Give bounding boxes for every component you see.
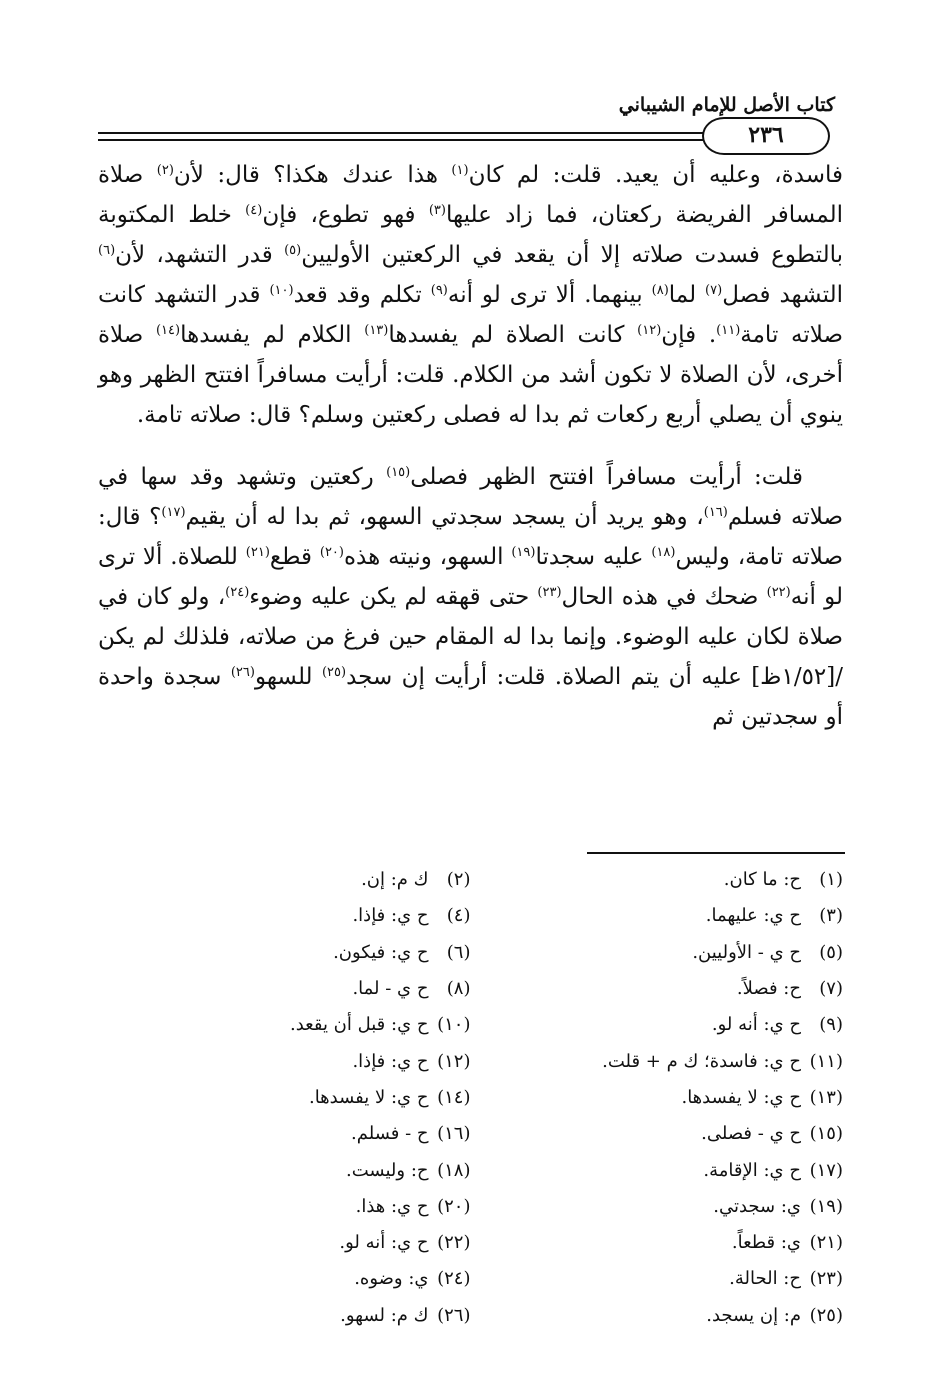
footnote-marker: (١٢) bbox=[637, 323, 662, 338]
footnote-number: (٤) bbox=[446, 905, 471, 927]
footnote-text: ح ي: عليهما. bbox=[705, 905, 801, 927]
footnote-row bbox=[98, 1261, 843, 1297]
footnote-number: (٨) bbox=[446, 978, 471, 1000]
footnote bbox=[98, 898, 471, 934]
footnote-text: ح ي: أنه لو. bbox=[711, 1014, 801, 1036]
footnote-row bbox=[98, 1080, 843, 1116]
text-segment: قطع bbox=[269, 544, 320, 570]
footnote-marker: (٥) bbox=[284, 243, 302, 258]
footnote-marker: (١٣) bbox=[364, 323, 389, 338]
footnote-text: م: إن يسجد. bbox=[706, 1304, 801, 1326]
footnote-marker: (٢١) bbox=[245, 545, 270, 560]
text-segment: صلاة المسافر الفريضة ركعتان، فما زاد عليها bbox=[98, 162, 843, 228]
footnote-text: ح ي - فصلى. bbox=[701, 1123, 801, 1145]
footnote bbox=[471, 935, 844, 971]
footnote-row bbox=[98, 862, 843, 898]
text-segment: الكلام لم يفسدها bbox=[180, 322, 365, 348]
footnote bbox=[98, 1007, 471, 1043]
footnote-marker: (٦) bbox=[98, 243, 116, 258]
footnote-text: ح ي - لما. bbox=[352, 978, 429, 1000]
footnote-number: (١١) bbox=[809, 1050, 843, 1072]
footnote-number: (١٤) bbox=[437, 1086, 471, 1108]
footnote bbox=[471, 971, 844, 1007]
footnote-text: ح ي: الإقامة. bbox=[703, 1159, 801, 1181]
text-segment: ، وهو يريد أن يسجد سجدتي السهو، ثم بدا له أن يقيم bbox=[185, 504, 704, 530]
text-segment: ركعتين وتشهد وقد سها في صلاته فسلم bbox=[98, 464, 843, 530]
footnote bbox=[471, 1080, 844, 1116]
text-segment: ضحك في هذه الحال bbox=[561, 584, 767, 610]
text-segment: ؟ قال: صلاته تامة، وليس bbox=[98, 504, 843, 570]
text-segment: . فإن bbox=[661, 322, 717, 348]
footnotes bbox=[98, 862, 843, 1334]
paragraph bbox=[98, 457, 843, 737]
footnote bbox=[471, 1153, 844, 1189]
footnote bbox=[471, 1298, 844, 1334]
text-segment: سجدة واحدة أو سجدتين ثم bbox=[98, 664, 843, 730]
text-segment: فهو تطوع، فإن bbox=[262, 202, 429, 228]
footnote bbox=[471, 1116, 844, 1152]
footnote-row bbox=[98, 898, 843, 934]
footnote-text: ح ي: قبل أن يقعد. bbox=[289, 1014, 429, 1036]
text-segment: للسهو bbox=[254, 664, 322, 690]
footnote-number: (٣) bbox=[819, 905, 843, 927]
footnote-marker: (٧) bbox=[705, 283, 723, 298]
paragraph bbox=[98, 155, 843, 435]
footnote-marker: (١١) bbox=[716, 323, 741, 338]
footnote-text: ح ي: فاسدة؛ ك م + قلت. bbox=[602, 1050, 801, 1072]
footnote-number: (١) bbox=[819, 869, 843, 891]
footnote-number: (٢٦) bbox=[437, 1304, 471, 1326]
footnote-text: ح: ما كان. bbox=[723, 869, 801, 891]
footnote-number: (٢٣) bbox=[809, 1268, 843, 1290]
text-segment: لما bbox=[668, 282, 706, 308]
footnote-number: (٢٠) bbox=[437, 1195, 471, 1217]
footnote-text: ح: وليست. bbox=[346, 1159, 429, 1181]
footnote-text: ي: سجدتي. bbox=[713, 1195, 801, 1217]
text-segment: كانت الصلاة لم يفسدها bbox=[388, 322, 638, 348]
footnote-text: ح: فصلاً. bbox=[736, 978, 801, 1000]
footnote-marker: (٣) bbox=[428, 203, 446, 218]
footnote-row bbox=[98, 1152, 843, 1188]
footnote bbox=[98, 1225, 471, 1261]
footnote-text: ي: وضوه. bbox=[354, 1268, 429, 1290]
footnote-marker: (٢٦) bbox=[230, 665, 255, 680]
text-segment: ، ولو كان في صلاة لكان عليه الوضوء. وإنما بدا له المقام حين فرغ من صلاته، فلذلك لم يكن /[١/٥٢ظ] عليه أن يتم الصلاة. قلت: أرأيت إن سجد bbox=[98, 584, 844, 690]
footnote-number: (٢٥) bbox=[809, 1304, 843, 1326]
footnote-row bbox=[98, 1225, 843, 1261]
footnote-marker: (١٧) bbox=[161, 505, 186, 520]
text-segment: قدر التشهد كانت صلاته تامة bbox=[98, 282, 843, 348]
text-segment: السهو، ونيته هذه bbox=[343, 544, 512, 570]
footnote-marker: (١٩) bbox=[511, 545, 536, 560]
footnote-text: ح ي: أنه لو. bbox=[339, 1232, 429, 1254]
footnote-text: ك م: إن. bbox=[361, 869, 429, 891]
footnote-marker: (٢٤) bbox=[225, 585, 250, 600]
footnote bbox=[98, 862, 471, 898]
footnote-marker: (١٠) bbox=[269, 283, 294, 298]
footnote-number: (١٢) bbox=[437, 1050, 471, 1072]
text-segment: قلت: أرأيت مسافراً افتتح الظهر فصلى bbox=[410, 464, 803, 490]
footnote-text: ح - فسلم. bbox=[351, 1123, 429, 1145]
footnote-marker: (٤) bbox=[245, 203, 263, 218]
text-segment: قدر التشهد، لأن bbox=[115, 242, 285, 268]
footnote bbox=[98, 971, 471, 1007]
footnote bbox=[98, 1153, 471, 1189]
text-segment: عليه سجدتا bbox=[535, 544, 652, 570]
page-number: ٢٣٦ bbox=[748, 122, 784, 148]
footnote-text: ح ي: لا يفسدها. bbox=[681, 1086, 801, 1108]
footnote-marker: (١٤) bbox=[155, 323, 181, 338]
text-segment: حتى قهقه لم يكن عليه وضوء bbox=[249, 584, 538, 610]
header-rule bbox=[98, 139, 705, 141]
footnote-number: (١٥) bbox=[809, 1123, 843, 1145]
footnote bbox=[471, 1261, 844, 1297]
text-segment: خلط المكتوبة بالتطوع فسدت صلاته إلا أن يقعد في الركعتين الأوليين bbox=[98, 202, 844, 268]
footnote-number: (٧) bbox=[819, 978, 843, 1000]
footnote-text: ك م: لسهو. bbox=[340, 1304, 429, 1326]
footnote bbox=[98, 935, 471, 971]
footnote-text: ح ي: هذا. bbox=[355, 1195, 429, 1217]
text-segment: صلاة أخرى، لأن الصلاة لا تكون أشد من الكلام. قلت: أرأيت مسافراً افتتح الظهر وهو ينوي أن يصلي أربع ركعات ثم بدا له فصلى ركعتين وسلم؟ قال: صلاته تامة. bbox=[98, 322, 843, 428]
footnote-row bbox=[98, 971, 843, 1007]
footnote-number: (١٦) bbox=[437, 1123, 471, 1145]
body-text bbox=[98, 155, 843, 737]
text-segment: بينهما. ألا ترى لو أنه bbox=[447, 282, 652, 308]
footnote-text: ح ي: لا يفسدها. bbox=[308, 1086, 429, 1108]
footnote bbox=[98, 1116, 471, 1152]
footnote bbox=[98, 1298, 471, 1334]
header-rule bbox=[98, 132, 705, 134]
footnote-marker: (٩) bbox=[430, 283, 448, 298]
page-number-frame bbox=[702, 117, 830, 155]
footnote-marker: (٢٠) bbox=[319, 545, 344, 560]
footnote bbox=[98, 1044, 471, 1080]
footnote-number: (٢) bbox=[446, 869, 471, 891]
footnote bbox=[471, 1044, 844, 1080]
footnote-number: (١٨) bbox=[437, 1159, 471, 1181]
footnote bbox=[471, 1007, 844, 1043]
footnote-row bbox=[98, 1116, 843, 1152]
footnote-marker: (٢٣) bbox=[537, 585, 562, 600]
footnote-number: (١٠) bbox=[437, 1014, 471, 1036]
footnote-number: (٥) bbox=[819, 941, 843, 963]
footnote bbox=[471, 1225, 844, 1261]
footnote-text: ح: الحالة. bbox=[729, 1268, 801, 1290]
footnote-number: (٦) bbox=[446, 941, 471, 963]
footnote-row bbox=[98, 1043, 843, 1079]
footnote-marker: (٢٢) bbox=[766, 585, 791, 600]
footnote bbox=[471, 1189, 844, 1225]
footnote-row bbox=[98, 1298, 843, 1334]
footnote-text: ح ي: فإذا. bbox=[352, 905, 429, 927]
footnote-number: (١٩) bbox=[809, 1195, 843, 1217]
footnote-marker: (١٥) bbox=[386, 465, 411, 480]
text-segment: للصلاة. ألا ترى لو أنه bbox=[98, 544, 843, 610]
footnote bbox=[98, 1261, 471, 1297]
footnote bbox=[471, 862, 844, 898]
footnote-number: (١٣) bbox=[809, 1086, 843, 1108]
footnote-number: (٢٤) bbox=[437, 1268, 471, 1290]
text-segment: هذا عندك هكذا؟ قال: لأن bbox=[173, 162, 452, 188]
footnote-text: ح ي: فيكون. bbox=[333, 941, 429, 963]
footnote-row bbox=[98, 935, 843, 971]
footnote-row bbox=[98, 1189, 843, 1225]
footnote bbox=[98, 1189, 471, 1225]
footnote-marker: (١٦) bbox=[703, 505, 728, 520]
footnote-marker: (٢٥) bbox=[321, 665, 347, 680]
footnote-marker: (١) bbox=[451, 163, 469, 178]
footnote-marker: (١٨) bbox=[651, 545, 676, 560]
footnote-number: (٢١) bbox=[809, 1232, 843, 1254]
footnote-number: (٢٢) bbox=[437, 1232, 471, 1254]
text-segment: التشهد فصل bbox=[722, 282, 844, 308]
footnote-number: (٩) bbox=[819, 1014, 843, 1036]
running-title: كتاب الأصل للإمام الشيباني bbox=[618, 94, 835, 116]
footnote-marker: (٢) bbox=[156, 163, 174, 178]
footnote-marker: (٨) bbox=[651, 283, 669, 298]
footnote bbox=[98, 1080, 471, 1116]
text-segment: فاسدة، وعليه أن يعيد. قلت: لم كان bbox=[468, 162, 844, 188]
footnote-text: ح ي - الأوليين. bbox=[692, 941, 801, 963]
footnote-number: (١٧) bbox=[809, 1159, 843, 1181]
footnote-text: ي: قطعاً. bbox=[731, 1232, 801, 1254]
footnote bbox=[471, 898, 844, 934]
footnote-separator bbox=[587, 852, 845, 854]
footnote-row bbox=[98, 1007, 843, 1043]
footnote-text: ح ي: فإذا. bbox=[352, 1050, 429, 1072]
text-segment: تكلم وقد قعد bbox=[293, 282, 431, 308]
